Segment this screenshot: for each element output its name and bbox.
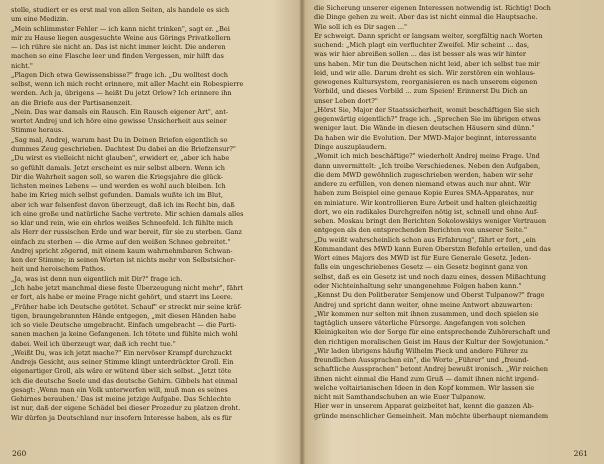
text-line: Kommandant des MWD kann Euren Oberstzn Befehle erteilen, und das [314, 244, 551, 253]
text-line: Hier wer in unserem Apparat geizbeitet hat, kennt die ganzen Ab- [314, 402, 534, 411]
text-line: habe im Krieg mich selbst gefunden. Damals wußte ich im Blut, [11, 191, 223, 200]
text-line: lichsten meines Lebens — und werden es wohl auch bleiben. Ich [11, 182, 226, 191]
right-page-number: 261 [573, 449, 588, 458]
text-line: ich eine große und natürliche Sache vertrete. Mir schien damals alles [11, 209, 244, 218]
text-line: freundlichen Aussprachen ein", die Worte „Führer" und „freund- [314, 356, 529, 365]
text-line: dort, wo ein radikales Durchgreifen nötig ist, schnell und ohne Auf- [314, 207, 539, 216]
text-line: er fort, als habe er meine Frage nicht gehört, und starrt ins Leere. [11, 293, 233, 302]
text-line: Wir dürfen ja Deutschland nur insofern Interesse haben, als es für [11, 413, 232, 422]
text-line: „Du weißt wahrscheinlich schon aus Erfahrung", fährt er fort, „ein [314, 235, 536, 244]
right-page [302, 0, 604, 464]
text-line: den richtigen moralischen Geist im Haus der Kultur der Sowjetunion." [314, 337, 549, 346]
text-line: falls ein ungeschriebenes Gesetz — ein Gesetz beginnt ganz von [314, 263, 528, 272]
text-line: gründe menschlicher Gemeinheit. Man möchte überhaupt niemandem [314, 411, 549, 420]
text-line: dummes Zeug geschrieben. Dachtest Du dabei an die Briefzensur?" [11, 144, 236, 153]
text-line: so gefühlt damals. Jetzt erscheint es mir selbst albern. Wenn ich [11, 163, 225, 172]
text-line: „Weißt Du, was ich jetzt mache?" Ein nervöser Krampf durchzuckt [11, 348, 232, 357]
text-line: Andrej spricht zögernd, mit einem kaum wahrnehmbaren Schwan- [11, 246, 233, 255]
text-line: Wie soll ich es Dir sagen ..." [314, 22, 408, 31]
text-line: Kleinigkeiten wie der Sorge für eine entsprechende Zuhörerschaft und [314, 328, 551, 337]
text-line: selbst, wenn ich mich recht erinnere, mit aller Macht ein Robespierre [11, 80, 244, 89]
text-line: „Sag mal, Andrej, warum hast Du in Deinen Briefen eigentlich so [11, 135, 228, 144]
text-line: schaftliche Aussprachen" betont Andrej bewußt ironisch. „Wir reichen [314, 365, 548, 374]
text-line: oder Nichteinhaltung sehr unangenehme Folgen haben kann." [314, 281, 522, 290]
text-line: Gehirnes berauben.' Das ist meine jetzige Aufgabe. Das Schlechte [11, 395, 231, 404]
text-line: entgegen als den entsprechenden Berichten von unserer Seite." [314, 226, 528, 235]
text-line: „Du wirst es vielleicht nicht glauben", erwidert er, „aber ich habe [11, 154, 230, 163]
text-line: ist nur, daß der eigene Schädel bei dieser Prozedur zu platzen droht. [11, 404, 241, 413]
text-line: stelle, studiert er es erst mal von allen Seiten, als handele es sich [11, 6, 230, 14]
text-line: dabei. Weil ich überzeugt war, daß ich recht tue." [11, 339, 176, 348]
text-line: ken der Stimme; in seinen Worten ist nichts mehr von Selbstsicher- [11, 256, 236, 265]
text-line: an die Briefe aus der Partisanenzeit. [11, 98, 133, 107]
text-line: „Ich habe jetzt manchmal diese feste Überzeugung nicht mehr", fährt [11, 283, 244, 292]
text-line: nicht mit Samthandschuhen an wie Euer Tulpanow. [314, 393, 486, 402]
text-line: als Herr der russischen Erde und war bereit, für sie zu sterben. Ganz [11, 228, 242, 237]
text-line: sanen machen ja keine Gefangenen. Ich tötete und fühlte mich wohl [11, 330, 238, 339]
text-line: die Sicherung unserer eigenen Interessen notwendig ist. Richtig! Doch [314, 4, 551, 12]
text-line: unser Leben dort?" [314, 96, 378, 105]
text-line: haben zum Beispiel eine genaue Kopie Eures SMA-Apparates, nur [314, 189, 534, 198]
text-line: machen so eine Flasche leer und finden Vergessen, mir hilft das [11, 52, 224, 61]
text-line: mir zu Hause liegen ausgesuchte Weine aus Görings Privatkellern [11, 33, 231, 42]
text-line: Andrej und spricht dann weiter, ohne meine Antwort abzuwarten: [314, 300, 533, 309]
text-line: Da haben wir die Evolution. Der MWD-Major beginnt, interessante [314, 133, 537, 142]
text-line: ich so viele Deutsche umgebracht. Einfach umgebracht — die Parti- [11, 321, 237, 330]
text-line: so klar und rein, wie ein ehrlos weißes Schneefeld. Ich fühlte mich [11, 219, 233, 228]
text-line: weniger laut. Die Wände in diesen deutschen Häusern sind dünn." [314, 124, 535, 133]
text-line: — ich rühre sie nicht an. Das ist nicht immer leicht. Die anderen [11, 43, 226, 52]
text-line: „Mein schlimmster Fehler — ich kann nicht trinken", sagt er. „Bei [11, 24, 230, 33]
text-line: einfach zu sterben — die Arme auf den weißen Schnee gebreitet." [11, 237, 231, 246]
text-line: andere zu erfüllen, von denen niemand etwas auch nur ahnt. Wir [314, 180, 531, 189]
text-line: Er schweigt. Dann spricht er langsam weiter, sorgfältig nach Worten [314, 31, 543, 40]
text-line: „Hörst Sie, Major der Staatssicherheit, womit beschäftigen Sie sich [314, 105, 540, 114]
text-line: tagtäglich unsere väterliche Fürsorge. Angefangen von solchen [314, 319, 526, 328]
text-line: „Ja, was ist denn nun eigentlich mit Dir?" frage ich. [11, 274, 183, 283]
left-page-text [11, 6, 290, 423]
left-page-number: 260 [12, 449, 27, 458]
text-line: „Kennst Du den Politberater Semjenow und Oberst Tulpanow?" frage [314, 291, 545, 300]
text-line: „Wir laden übrigens häufig Wilhelm Pieck und andere Führer zu [314, 346, 528, 355]
text-line: aber ich war felsenfest davon überzeugt, daß ich im Recht bin, daß [11, 200, 235, 209]
text-line: eigenartiger Groll, als wäre er wütend über sich selbst. „Jetzt töte [11, 367, 232, 376]
text-line: „Früher habe ich Deutsche getötet. Schauf" er streckt mir seine kräf- [11, 302, 242, 311]
text-line: ich die deutsche Seele und das deutsche Gehirn. Gibbels hat einmal [11, 376, 238, 385]
text-line: suchend: „Mich plagt ein verfluchter Zweifel. Mir scheint ... das, [314, 41, 530, 50]
right-page-text [314, 4, 592, 421]
text-line: Andrejs Gesicht, aus seiner Stimme klingt unterdrückter Groll. Ein [11, 358, 234, 367]
text-line: Wort eines Majors des MWD ist für Eure Generale Gesetz. Jeden- [314, 254, 531, 263]
text-line: nicht." [11, 61, 33, 70]
text-line: en miniature. Wir kontrollieren Eure Arbeit und halten gleichzeitig [314, 198, 537, 207]
text-line: Stimme heraus. [11, 126, 64, 135]
text-line: uns haben. Mir tun die Deutschen nicht leid, aber ich selbst tue mir [314, 59, 540, 68]
text-line: die dem MWD gewöhnlich zugeschrieben werden, haben wir sehr [314, 170, 534, 179]
text-line: Dinge auszuplaudern. [314, 142, 387, 151]
text-line: welche voltairianischen Ideen in den Kopf kommen. Wir lassen sie [314, 383, 535, 392]
text-line: heit und heroischem Pathos. [11, 265, 106, 274]
text-line: dann unvermittelt: „Ich treibe Verschiedenes. Neben den Aufgaben, [314, 161, 541, 170]
text-line: tigen, braungebrannten Hände entgegen, „mit diesen Händen habe [11, 311, 237, 320]
text-line: „Womit ich mich beschäftige?" wiederholt Andrej meine Frage. Und [314, 152, 540, 161]
text-line: gewogenes Kultursystem, reorganisieren es nach unserem eigenen [314, 78, 538, 87]
text-line: gegenwärtig eigentlich?" frage ich. „Sprechen Sie im übrigen etwas [314, 115, 541, 124]
text-line: werden. Ach ja, übrigens — heißt Du jetzt Orlow? Ich erinnere ihn [11, 89, 232, 98]
text-line: ihnen nicht einmal die Hand zum Gruß — damit ihnen nicht irgend- [314, 374, 539, 383]
text-line: Dir die Wahrheit sagen soll, so waren die Kriegsjahre die glück- [11, 172, 224, 181]
text-line: gesagt: ‚Wenn man ein Volk unterwerfen will, muß man es seines [11, 385, 228, 394]
text-line: „Plagen Dich etwa Gewissensbisse?" frage ich. „Du wolltest doch [11, 70, 229, 79]
text-line: die Dinge gehen zu weit. Aber das ist nicht einmal die Hauptsache. [314, 13, 538, 22]
text-line: selbst, daß es ein Gesetz ist und noch dazu eines, dessen Mißachtung [314, 272, 546, 281]
text-line: Vorbild, und dieses Vorbild ... zum Speien! Erinnerst Du Dich an [314, 87, 528, 96]
text-line: sehen. Moskau bringt den Berichten Sokolowskiys weniger Vertrauen [314, 217, 547, 226]
text-line: um eine Medizin. [11, 15, 69, 24]
text-line: leid, und wir alle. Darum dreht es sich. Wir zerstören ein wohlaus- [314, 68, 536, 77]
text-line: was wir hier abreißen sollen ... das ist besser als was wir hinter [314, 50, 527, 59]
text-line: wortet Andrej und ich höre eine gewisse Unsicherheit aus seiner [11, 117, 227, 126]
text-line: „Nein. Das war damals ein Rausch. Ein Rausch eigener Art", ant- [11, 107, 229, 116]
text-line: „Wir kommen nur selten mit ihnen zusammen, und doch spielen sie [314, 309, 539, 318]
